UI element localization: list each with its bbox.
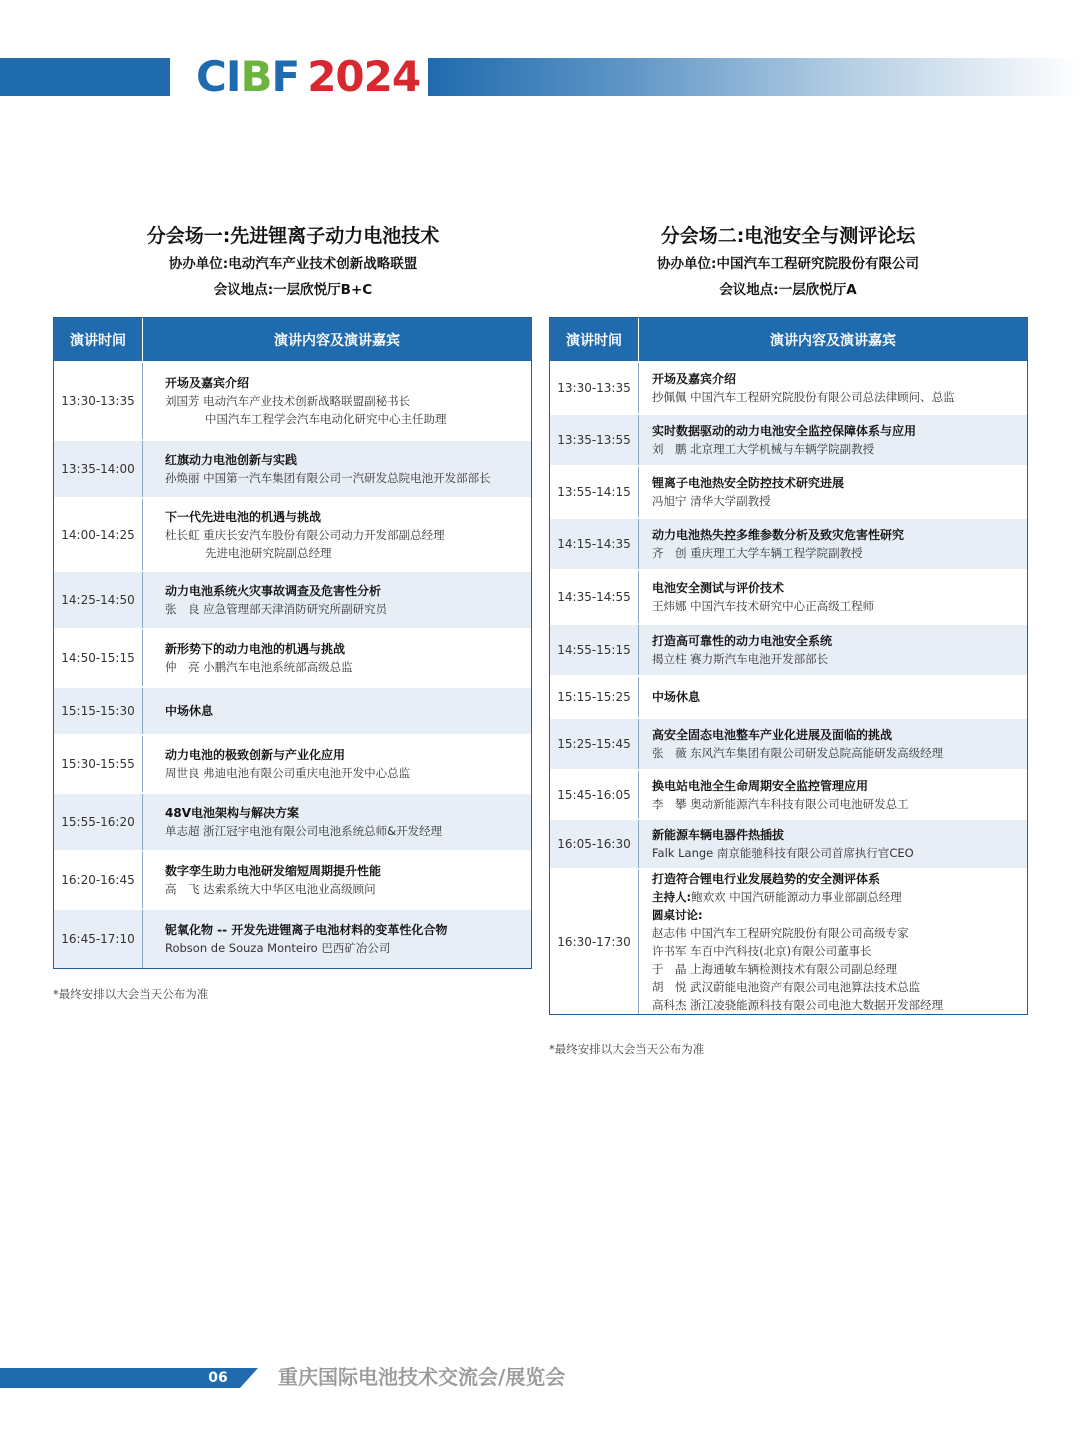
schedule-row (550, 818, 1027, 868)
row-host-line (652, 888, 1021, 906)
row-topic: 动力电池热失控多维参数分析及致灾危害性研究 (652, 528, 905, 542)
schedule-row (550, 465, 1027, 517)
row-time: 15:45-16:05 (550, 771, 639, 818)
row-speaker: 高科杰 浙江凌骁能源科技有限公司电池大数据开发部经理 (652, 998, 944, 1012)
row-time: 14:25-14:50 (54, 572, 143, 628)
schedule-row (550, 769, 1027, 818)
row-speaker: Robson de Souza Monteiro 巴西矿冶公司 (165, 941, 391, 955)
table-header (54, 318, 531, 361)
logo-year: 2024 (307, 52, 421, 101)
row-speaker: 许书军 车百中汽科技(北京)有限公司董事长 (652, 944, 872, 958)
row-speaker: 冯旭宁 清华大学副教授 (652, 494, 771, 508)
row-content (639, 519, 1027, 569)
row-content (143, 630, 531, 686)
schedule-row (54, 792, 531, 850)
row-topic: 实时数据驱动的动力电池安全监控保障体系与应用 (652, 424, 917, 438)
header-band-right (428, 58, 1080, 96)
row-speaker: 齐 创 重庆理工大学车辆工程学院副教授 (652, 546, 863, 560)
row-content (143, 910, 531, 968)
row-time: 15:15-15:25 (550, 677, 639, 717)
schedule-row (550, 517, 1027, 569)
schedule-row (550, 361, 1027, 413)
row-content (639, 467, 1027, 517)
row-topic: 锂离子电池热安全防控技术研究进展 (652, 476, 845, 490)
row-speaker: 高 飞 达索系统大中华区电池业高级顾问 (165, 882, 376, 896)
row-content (639, 363, 1027, 413)
row-time: 14:35-14:55 (550, 571, 639, 623)
session-a-organizer: 协办单位:电动汽车产业技术创新战略联盟 (168, 256, 418, 272)
session-b-note: *最终安排以大会当天公布为准 (549, 1042, 705, 1056)
row-speaker: 杜长虹 重庆长安汽车股份有限公司动力开发部副总经理 (165, 527, 445, 542)
row-content (143, 688, 531, 734)
row-time: 15:15-15:30 (54, 688, 143, 734)
schedule-row (54, 439, 531, 497)
row-topic: 打造符合锂电行业发展趋势的安全测评体系 (652, 872, 881, 886)
row-speaker: 揭立柱 赛力斯汽车电池开发部部长 (652, 652, 829, 666)
page-number: 06 (208, 1370, 228, 1386)
row-content (639, 870, 1027, 1014)
row-time: 13:35-14:00 (54, 441, 143, 497)
row-content (639, 415, 1027, 465)
row-time: 14:50-15:15 (54, 630, 143, 686)
row-time: 13:30-13:35 (54, 363, 143, 439)
row-content (143, 572, 531, 628)
row-content (143, 852, 531, 908)
row-topic: 铌氧化物 -- 开发先进锂离子电池材料的变革性化合物 (165, 923, 448, 937)
row-speaker: 孙焕丽 中国第一汽车集团有限公司一汽研发总院电池开发部部长 (165, 471, 491, 485)
row-speaker-title: 先进电池研究院副总经理 (205, 545, 332, 560)
session-b-organizer: 协办单位:中国汽车工程研究院股份有限公司 (657, 256, 919, 272)
row-topic: 开场及嘉宾介绍 (652, 372, 737, 386)
host-label: 主持人: (652, 890, 692, 904)
row-content (143, 441, 531, 497)
logo-letter: B (240, 52, 272, 101)
row-time: 16:20-16:45 (54, 852, 143, 908)
schedule-row (550, 623, 1027, 675)
row-speaker: 单志超 浙江冠宇电池有限公司电池系统总师&开发经理 (165, 824, 443, 838)
row-topic: 数字孪生助力电池研发缩短周期提升性能 (165, 864, 382, 878)
row-speaker: 周世良 弗迪电池有限公司重庆电池开发中心总监 (165, 766, 411, 780)
row-speaker: 于 晶 上海通敏车辆检测技术有限公司副总经理 (652, 962, 898, 976)
row-topic: 打造高可靠性的动力电池安全系统 (652, 634, 833, 648)
row-content (143, 794, 531, 850)
row-content (639, 771, 1027, 818)
row-content (639, 820, 1027, 868)
row-time: 15:55-16:20 (54, 794, 143, 850)
row-content (639, 677, 1027, 717)
row-topic: 中场休息 (165, 704, 214, 718)
table-header (550, 318, 1027, 361)
schedule-row (550, 868, 1027, 1014)
panel-label: 圆桌讨论: (652, 908, 703, 922)
row-topic: 48V电池架构与解决方案 (165, 806, 299, 820)
row-topic: 动力电池系统火灾事故调查及危害性分析 (165, 584, 382, 598)
row-topic: 电池安全测试与评价技术 (652, 581, 785, 595)
session-b-title: 分会场二:电池安全与测评论坛 (660, 225, 916, 247)
row-topic: 新能源车辆电器件热插拔 (652, 828, 785, 842)
schedule-row (550, 569, 1027, 623)
session-a-schedule-table (53, 317, 532, 969)
row-content (639, 571, 1027, 623)
row-time: 14:00-14:25 (54, 499, 143, 570)
row-speaker: Falk Lange 南京能驰科技有限公司首席执行官CEO (652, 846, 914, 860)
row-time: 14:55-15:15 (550, 625, 639, 675)
row-content (639, 719, 1027, 769)
row-time: 14:15-14:35 (550, 519, 639, 569)
row-speaker-title: 中国汽车工程学会汽车电动化研究中心主任助理 (205, 412, 447, 426)
row-topic: 换电站电池全生命周期安全监控管理应用 (652, 778, 869, 793)
schedule-row (550, 717, 1027, 769)
row-speaker: 刘国芳 电动汽车产业技术创新战略联盟副秘书长 (165, 394, 411, 408)
header-content: 演讲内容及演讲嘉宾 (274, 332, 400, 349)
row-speaker: 胡 悦 武汉蔚能电池资产有限公司电池算法技术总监 (652, 980, 921, 994)
row-content (143, 499, 531, 570)
row-time: 16:45-17:10 (54, 910, 143, 968)
row-topic: 动力电池的极致创新与产业化应用 (165, 748, 346, 762)
row-topic: 开场及嘉宾介绍 (165, 376, 250, 390)
schedule-row (550, 675, 1027, 717)
logo-letter: C (196, 52, 226, 101)
cibf-logo (196, 52, 420, 102)
schedule-row (54, 908, 531, 968)
row-speaker: 王炜娜 中国汽车技术研究中心正高级工程师 (652, 599, 875, 613)
session-b-venue: 会议地点:一层欣悦厅A (719, 282, 857, 298)
row-speaker: 抄佩佩 中国汽车工程研究院股份有限公司总法律顾问、总监 (652, 390, 955, 404)
host-name: 鲍欢欢 中国汽研能源动力事业部副总经理 (691, 890, 902, 904)
row-time: 13:30-13:35 (550, 363, 639, 413)
row-topic: 下一代先进电池的机遇与挑战 (165, 509, 322, 524)
logo-letter: F (271, 52, 300, 101)
schedule-row (54, 570, 531, 628)
session-a-title: 分会场一:先进锂离子动力电池技术 (146, 225, 440, 247)
header-band-left (0, 58, 170, 96)
schedule-row (54, 686, 531, 734)
row-topic: 红旗动力电池创新与实践 (165, 453, 298, 467)
row-time: 13:35-13:55 (550, 415, 639, 465)
schedule-row (54, 850, 531, 908)
header-time: 演讲时间 (550, 318, 639, 361)
session-b-heading (549, 221, 1027, 303)
row-content (639, 625, 1027, 675)
row-topic: 高安全固态电池整车产业化进展及面临的挑战 (652, 728, 893, 742)
row-time: 16:30-17:30 (550, 870, 639, 1014)
row-time: 15:25-15:45 (550, 719, 639, 769)
schedule-row (54, 734, 531, 792)
session-a-venue: 会议地点:一层欣悦厅B+C (213, 282, 373, 298)
header-content: 演讲内容及演讲嘉宾 (770, 332, 896, 349)
session-a-heading (54, 221, 532, 303)
row-topic: 新形势下的动力电池的机遇与挑战 (165, 642, 346, 656)
logo-letter: I (225, 52, 241, 101)
row-topic: 中场休息 (652, 690, 701, 704)
row-content (143, 736, 531, 792)
schedule-row (54, 628, 531, 686)
header-time: 演讲时间 (54, 318, 143, 361)
session-b-schedule-table (549, 317, 1028, 1015)
row-speaker: 李 攀 奥动新能源汽车科技有限公司电池研发总工 (652, 796, 909, 811)
row-time: 15:30-15:55 (54, 736, 143, 792)
schedule-row (550, 413, 1027, 465)
row-speaker: 赵志伟 中国汽车工程研究院股份有限公司高级专家 (652, 926, 909, 940)
row-speaker: 张 良 应急管理部天津消防研究所副研究员 (165, 602, 388, 616)
row-speaker: 张 薇 东风汽车集团有限公司研发总院高能研发高级经理 (652, 746, 944, 760)
row-content (143, 363, 531, 439)
footer-event-title: 重庆国际电池技术交流会/展览会 (278, 1365, 566, 1389)
session-a-note: *最终安排以大会当天公布为准 (53, 987, 209, 1001)
schedule-row (54, 497, 531, 570)
schedule-row (54, 361, 531, 439)
row-speaker: 刘 鹏 北京理工大学机械与车辆学院副教授 (652, 442, 875, 456)
row-time: 13:55-14:15 (550, 467, 639, 517)
row-speaker: 仲 亮 小鹏汽车电池系统部高级总监 (165, 660, 353, 674)
row-time: 16:05-16:30 (550, 820, 639, 868)
